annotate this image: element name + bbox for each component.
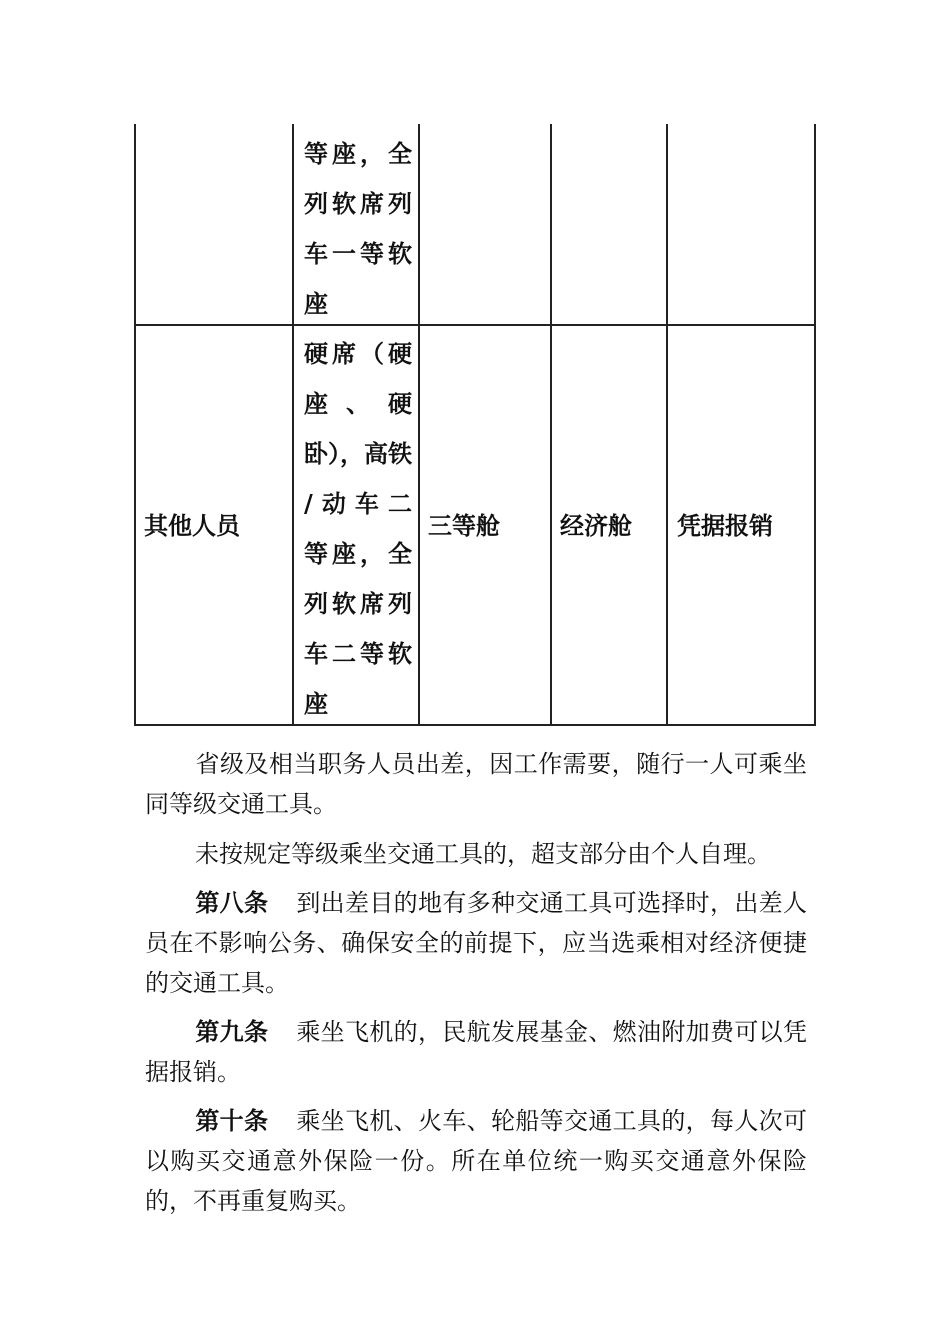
paragraph-overspend: [145, 834, 807, 874]
table-cell-train-prev: [304, 129, 412, 329]
article-body: 到出差目的地有多种交通工具可选择时，出差人员在不影响公务、确保安全的前提下，应当选乘相对经济便捷的交通工具。: [145, 889, 808, 997]
table-col-divider: [666, 124, 668, 726]
paragraph-text: 未按规定等级乘坐交通工具的，超支部分由个人自理。: [195, 840, 771, 868]
transport-standard-table: [134, 124, 816, 726]
table-border-left: [134, 124, 136, 726]
cell-line: 列软席列: [304, 189, 412, 218]
article-8: [145, 883, 807, 1003]
paragraph-text: 省级及相当职务人员出差，因工作需要，随行一人可乘坐同等级交通工具。: [145, 750, 807, 818]
article-heading: 第十条: [195, 1106, 269, 1135]
cell-line: 等座，全: [304, 539, 412, 568]
cell-line: 车一等软: [304, 239, 412, 268]
cell-line: 座: [304, 689, 328, 718]
article-9: [145, 1012, 807, 1092]
table-col-divider: [418, 124, 420, 726]
table-row-divider: [134, 324, 816, 326]
table-cell-other-transport: 凭据报销: [677, 511, 773, 540]
table-border-bottom: [134, 724, 816, 726]
article-heading: 第九条: [195, 1017, 269, 1046]
cell-line: 硬席（硬: [304, 339, 412, 368]
table-cell-plane: 经济舱: [560, 511, 632, 540]
table-cell-ship: 三等舱: [428, 511, 500, 540]
table-col-divider: [550, 124, 552, 726]
cell-line: /动车二: [304, 489, 412, 518]
paragraph-accompany: [145, 744, 807, 824]
cell-line: 车二等软: [304, 639, 412, 668]
table-col-divider: [292, 124, 294, 726]
cell-line: 座: [304, 289, 328, 318]
article-body: 乘坐飞机、火车、轮船等交通工具的，每人次可以购买交通意外保险一份。所在单位统一购买交通意外保险的，不再重复购买。: [145, 1107, 808, 1215]
table-cell-role: 其他人员: [144, 511, 240, 540]
article-heading: 第八条: [195, 888, 269, 917]
table-cell-train: [304, 329, 412, 729]
table-border-right: [814, 124, 816, 726]
cell-line: 等座，全: [304, 139, 412, 168]
article-body: 乘坐飞机的，民航发展基金、燃油附加费可以凭据报销。: [145, 1018, 808, 1086]
cell-line: 座 、 硬: [304, 389, 412, 418]
cell-line: 卧），高铁: [304, 439, 412, 468]
article-10: [145, 1101, 807, 1221]
cell-line: 列软席列: [304, 589, 412, 618]
